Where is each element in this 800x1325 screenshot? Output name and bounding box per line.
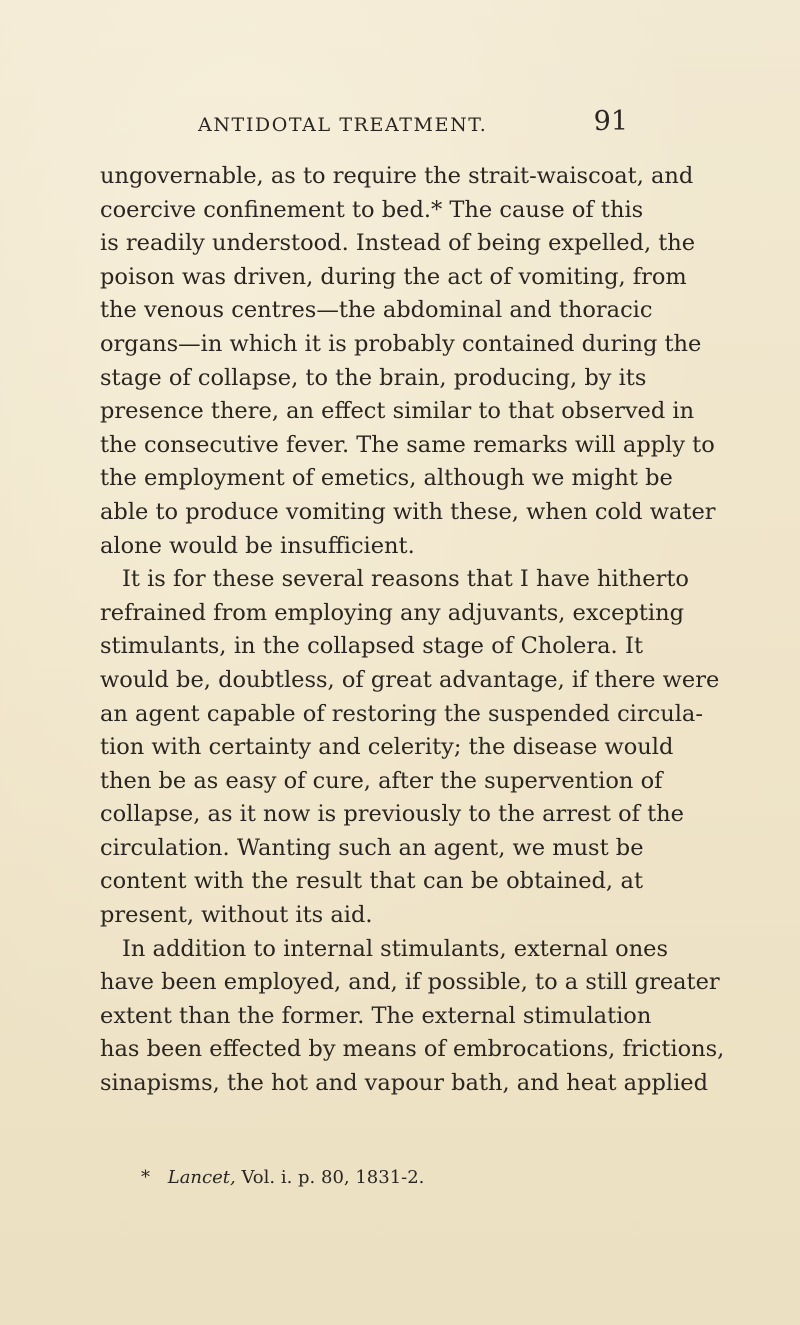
footnote-marker: * bbox=[141, 1167, 150, 1188]
text-line: present, without its aid. bbox=[100, 902, 373, 929]
text-line: circulation. Wanting such an agent, we must be bbox=[100, 834, 644, 861]
body-text bbox=[100, 160, 725, 1101]
text-line: is readily understood. Instead of being expelled, the bbox=[100, 230, 696, 257]
text-line: the consecutive fever. The same remarks will apply to bbox=[100, 431, 715, 458]
page-header bbox=[198, 106, 628, 144]
footnote-citation: Vol. i. p. 80, 1831-2. bbox=[241, 1167, 425, 1188]
text-line: alone would be insufficient. bbox=[100, 532, 415, 559]
text-line: the employment of emetics, although we might be bbox=[100, 465, 673, 492]
text-line: refrained from employing any adjuvants, excepting bbox=[100, 599, 685, 626]
text-line: tion with certainty and celerity; the disease would bbox=[100, 734, 674, 761]
text-line: stimulants, in the collapsed stage of Cholera. It bbox=[100, 633, 643, 660]
text-line: presence there, an effect similar to that observed in bbox=[100, 398, 695, 425]
text-line: the venous centres—the abdominal and thoracic bbox=[100, 297, 653, 324]
text-line: In addition to internal stimulants, external ones bbox=[122, 935, 669, 962]
text-line: organs—in which it is probably contained during the bbox=[100, 330, 702, 357]
text-line: content with the result that can be obtained, at bbox=[100, 868, 643, 895]
text-line: coercive confinement to bed.* The cause of this bbox=[100, 196, 644, 223]
footnote-source: Lancet, bbox=[167, 1167, 236, 1188]
text-line: stage of collapse, to the brain, producing, by its bbox=[100, 364, 647, 391]
text-line: collapse, as it now is previously to the arrest of the bbox=[100, 801, 684, 828]
text-line: poison was driven, during the act of vomiting, from bbox=[100, 263, 687, 290]
text-line: then be as easy of cure, after the supervention of bbox=[100, 767, 663, 794]
text-line: have been employed, and, if possible, to a still greater bbox=[100, 969, 720, 996]
running-title: ANTIDOTAL TREATMENT. bbox=[198, 114, 488, 136]
text-line: an agent capable of restoring the suspended circula- bbox=[100, 700, 703, 727]
text-line: sinapisms, the hot and vapour bath, and heat applied bbox=[100, 1070, 709, 1097]
footnote bbox=[141, 1166, 424, 1190]
text-line: extent than the former. The external stimulation bbox=[100, 1002, 652, 1029]
text-line: able to produce vomiting with these, when cold water bbox=[100, 498, 716, 525]
page-number: 91 bbox=[593, 106, 628, 137]
text-line: would be, doubtless, of great advantage, if there were bbox=[100, 666, 720, 693]
text-line: has been effected by means of embrocations, frictions, bbox=[100, 1036, 725, 1063]
text-line: It is for these several reasons that I have hitherto bbox=[122, 566, 689, 593]
text-line: ungovernable, as to require the strait-waiscoat, and bbox=[100, 163, 694, 189]
